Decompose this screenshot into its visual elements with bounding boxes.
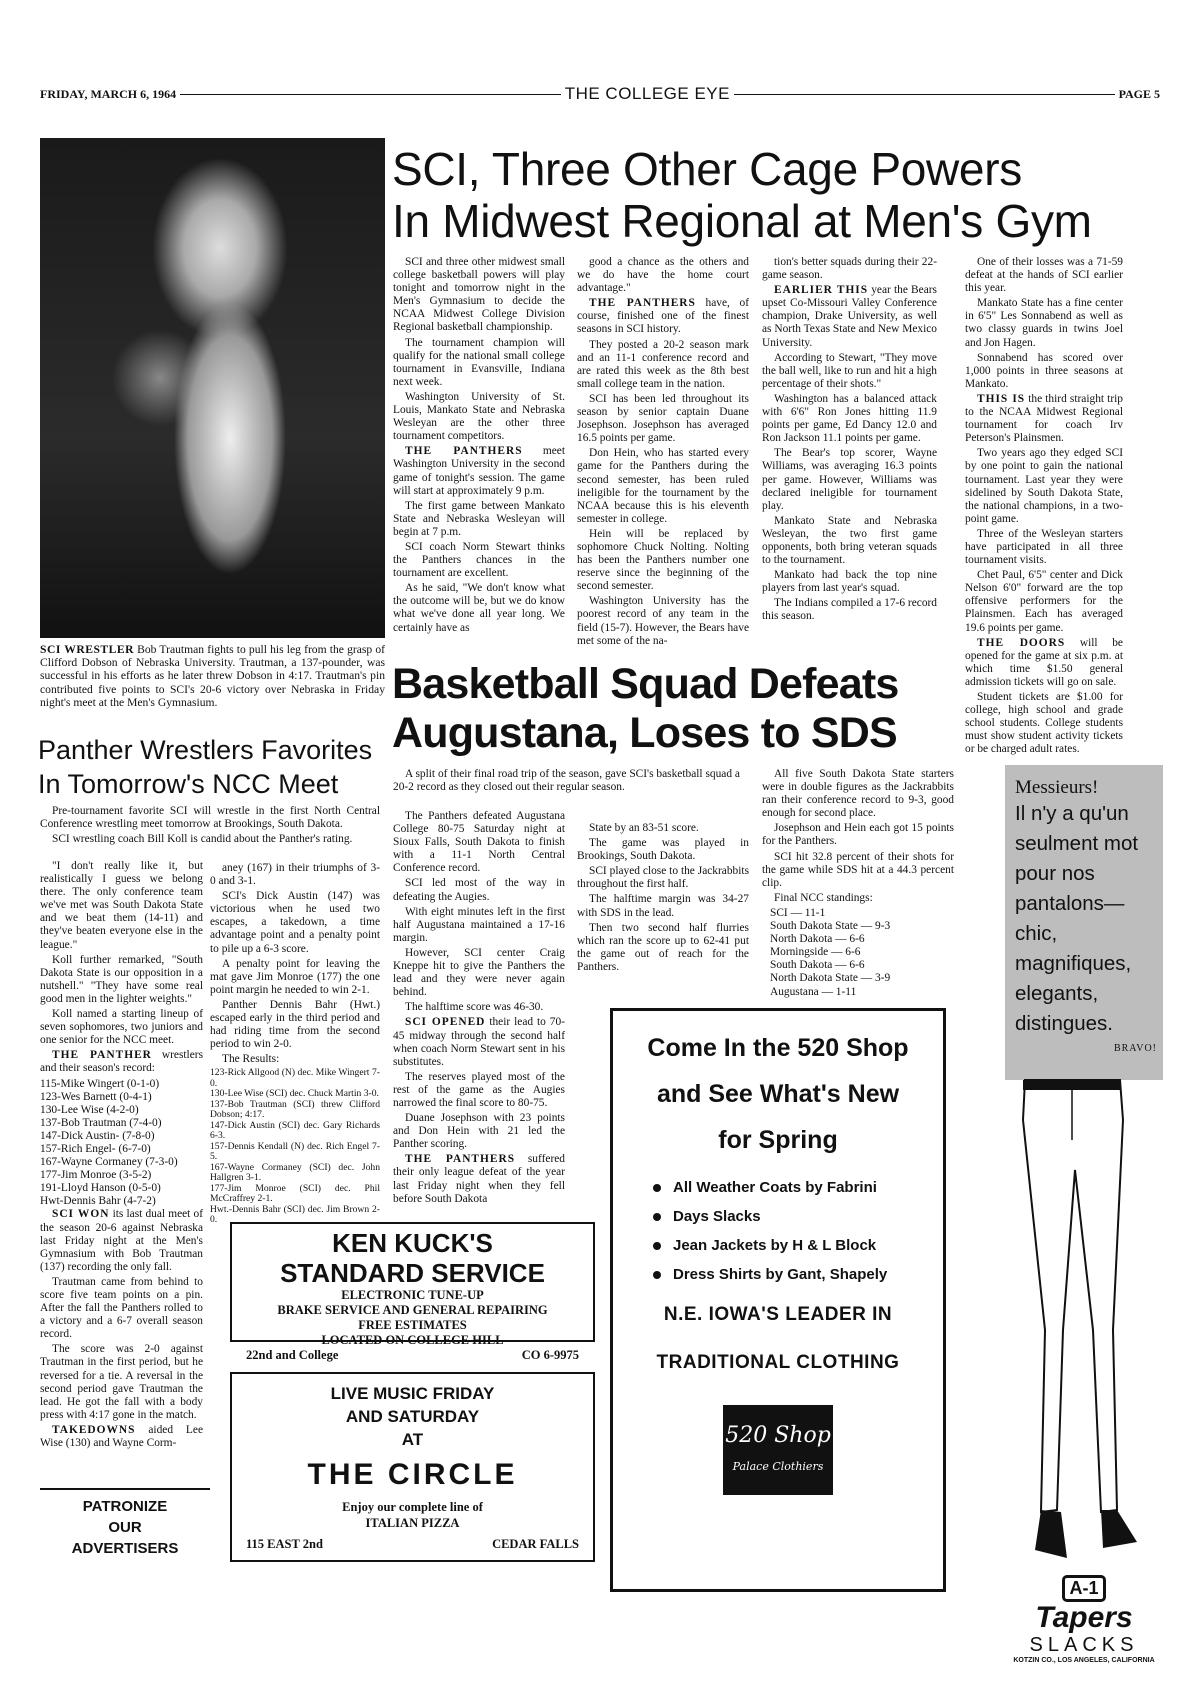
ad-address: 22nd and College <box>246 1348 339 1362</box>
paragraph: Mankato had back the top nine players from last year's squad. <box>762 569 937 595</box>
product-label: All Weather Coats by Fabrini <box>673 1179 877 1196</box>
headline-line: SCI, Three Other Cage Powers <box>392 143 1022 195</box>
product-item <box>653 1173 943 1202</box>
ad-tagline: TRADITIONAL CLOTHING <box>656 1352 900 1373</box>
ad-heading: and See What's New <box>656 1080 900 1108</box>
paragraph: State by an 83-51 score. <box>589 822 699 834</box>
ad-company: KOTZIN CO., LOS ANGELES, CALIFORNIA <box>1013 1657 1155 1664</box>
list-item: 177-Jim Monroe (3-5-2) <box>40 1169 152 1182</box>
paragraph <box>393 1016 565 1068</box>
ad-line: FREE ESTIMATES <box>358 1318 467 1332</box>
ad-text-box <box>1005 765 1163 1080</box>
ad-business-name: THE CIRCLE <box>307 1458 518 1491</box>
basketball-headline <box>392 660 962 758</box>
list-item: Morningside — 6-6 <box>770 946 861 959</box>
wrestling-photo <box>40 138 385 638</box>
paragraph: A penalty point for leaving the mat gave Jim Monroe (177) the one point margin he needed to win 2-1. <box>210 957 380 996</box>
paragraph: Washington University has the poorest record of any team in the field (15-7). However, the Bears have met some of the na- <box>577 595 749 647</box>
bullet-icon <box>653 1184 661 1192</box>
paragraph-lead-in: SCI OPENED <box>405 1016 486 1029</box>
paragraph: Two years ago they edged SCI by one point to gain the national tournament. Last year they were sidelined by South Dakota State, the national champions, in a two-point game. <box>965 447 1123 525</box>
headline-line: In Midwest Regional at Men's Gym <box>392 195 1092 247</box>
headline-line: In Tomorrow's NCC Meet <box>38 769 339 799</box>
product-label: Days Slacks <box>673 1208 761 1225</box>
paragraph-lead-in: THE PANTHER <box>52 1049 152 1062</box>
list-item: 191-Lloyd Hanson (0-5-0) <box>40 1182 161 1195</box>
wrestling-headline <box>38 733 388 801</box>
paragraph: Student tickets are $1.00 for college, high school and grade school students. College students must show student activity tickets or be charged adult rates. <box>965 691 1123 756</box>
list-item: 130-Lee Wise (4-2-0) <box>40 1103 139 1116</box>
paragraph: Mankato State has a fine center in 6'5" Les Sonnabend as well as two classy guards in twins Joel and Jon Hagen. <box>965 297 1123 349</box>
list-item: South Dakota State — 9-3 <box>770 920 891 933</box>
basketball-column-3-text <box>762 768 954 905</box>
list-item: SCI — 11-1 <box>770 906 826 919</box>
paragraph <box>393 445 565 497</box>
paragraph: SCI coach Norm Stewart thinks the Panthers chances in the tournament are excellent. <box>393 540 565 580</box>
ad-line: AT <box>401 1430 424 1449</box>
paragraph: Duane Josephson with 23 points and Don Hein with 21 led the Panther scoring. <box>393 1112 565 1151</box>
ad-title: Messieurs! <box>1015 777 1099 798</box>
paragraph: tion's better squads during their 22-game season. <box>762 256 937 282</box>
paragraph: SCI wrestling coach Bill Koll is candid about the Panther's rating. <box>52 833 353 846</box>
page-number: PAGE 5 <box>1118 86 1161 101</box>
regional-column-4 <box>965 256 1123 756</box>
paragraph: Washington University of St. Louis, Mankato State and Nebraska Wesleyan are the other three tournament competitors. <box>393 390 565 443</box>
list-item: 157-Dennis Kendall (N) dec. Rich Engel 7-5. <box>210 1140 380 1163</box>
paragraph: The Indians compiled a 17-6 record this season. <box>762 597 937 623</box>
paragraph: SCI hit 32.8 percent of their shots for the game while SDS hit at a 44.3 percent clip. <box>762 850 954 889</box>
paragraph: As he said, "We don't know what the outcome will be, but we do know what we've done all year long. We certainly have as <box>393 582 565 634</box>
paragraph <box>762 284 937 349</box>
logo-text: 520 Shop <box>725 1423 831 1448</box>
paragraph: Panther Dennis Bahr (Hwt.) escaped early in the third period and had riding time from the second period to win 2-0. <box>210 998 380 1051</box>
newspaper-name: THE COLLEGE EYE <box>564 84 730 103</box>
a1-logo: A-1 <box>1062 1575 1105 1602</box>
paragraph-lead-in: THE PANTHERS <box>589 297 696 310</box>
product-item <box>653 1231 943 1260</box>
ad-contact <box>232 1537 593 1552</box>
list-item: Hwt-Dennis Bahr (4-7-2) <box>40 1195 156 1208</box>
wrestling-text <box>40 860 203 1076</box>
list-item: 167-Wayne Cormaney (7-3-0) <box>40 1156 178 1169</box>
product-label: Dress Shirts by Gant, Shapely <box>673 1266 888 1283</box>
paragraph: SCI led most of the way in defeating the Augies. <box>393 877 565 903</box>
paragraph: Three of the Wesleyan starters have participated in all three tournament visits. <box>965 527 1123 567</box>
paragraph <box>965 637 1123 689</box>
paragraph: Washington has a balanced attack with 6'6" Ron Jones hitting 11.9 points per game, Ed Dancy 12.0 and Ron Jackson 11.1 points per game. <box>762 392 937 445</box>
headline-line: Augustana, Loses to SDS <box>392 709 897 757</box>
paragraph <box>393 1153 565 1205</box>
paragraph-text: aided Lee Wise (130) and Wayne Corm- <box>40 1423 203 1450</box>
paragraph: The Bear's top scorer, Wayne Williams, was averaging 16.3 points per game. However, Williams was declared ineligible for tournament play. <box>762 447 937 512</box>
list-item: 137-Bob Trautman (7-4-0) <box>40 1116 162 1129</box>
ad-brand: STANDARD SERVICE <box>280 1258 545 1288</box>
bullet-icon <box>653 1242 661 1250</box>
ad-line: AND SATURDAY <box>345 1407 480 1426</box>
paragraph-lead-in: THE PANTHERS <box>405 1153 516 1166</box>
paragraph: Sonnabend has scored over 1,000 points in three seasons at Mankato. <box>965 351 1123 390</box>
paragraph: Then two second half flurries which ran the score up to 62-41 put the game out of reach for the Panthers. <box>577 921 749 973</box>
list-item: 137-Bob Trautman (SCI) threw Clifford Dobson; 4:17. <box>210 1098 380 1121</box>
basketball-lead <box>393 768 740 796</box>
paragraph <box>40 1424 203 1450</box>
paragraph: The Results: <box>222 1053 280 1066</box>
paragraph: Pre-tournament favorite SCI will wrestle in the first North Central Conference wrestling meet tomorrow at Brookings, South Dakota. <box>40 805 380 831</box>
paragraph: The reserves played most of the rest of the game as the Augies narrowed the final score to 80-75. <box>393 1070 565 1109</box>
product-list <box>613 1173 943 1289</box>
ad-body: Il n'y a qu'un seulment mot pour nos pantalons—chic, magnifiques, elegants, distingues. <box>1015 802 1139 1035</box>
logo-subtext: Palace Clothiers <box>732 1460 824 1473</box>
regional-column-2 <box>577 256 749 651</box>
paragraph: SCI and three other midwest small college basketball powers will play tonight and tomorrow night in the Men's Gymnasium to decide the NCAA Midwest College Division Regional basketball championship. <box>393 256 565 334</box>
basketball-column-1 <box>393 810 565 1205</box>
patronize-line: OUR <box>108 1519 142 1536</box>
list-item: 167-Wayne Cormaney (SCI) dec. John Hallgren 3-1. <box>210 1161 380 1184</box>
list-item: 123-Rick Allgood (N) dec. Mike Wingert 7-0. <box>210 1067 380 1089</box>
wrestling-column-b <box>210 862 380 1226</box>
divider <box>180 94 561 95</box>
paragraph: The Panthers defeated Augustana College 80-75 Saturday night at Sioux Falls, South Dakota to finish with a 11-1 North Central Conference record. <box>393 810 565 875</box>
paragraph-lead-in: THIS IS <box>977 392 1026 405</box>
paragraph: The halftime margin was 34-27 with SDS in the lead. <box>577 893 749 919</box>
paragraph: However, SCI center Craig Kneppe hit to give the Panthers the lead and they were never again behind. <box>393 946 565 999</box>
masthead <box>40 84 1160 104</box>
paragraph-text: will be opened for the game at six p.m. at which time $1.50 general admission tickets will go on sale. <box>965 636 1123 688</box>
trousers-illustration <box>1005 1080 1163 1570</box>
paragraph: Hein will be replaced by sophomore Chuck Nolting. Nolting has been the Panthers number one reserve since the beginning of the second semester. <box>577 527 749 593</box>
paragraph: The first game between Mankato State and Nebraska Wesleyan will begin at 7 p.m. <box>393 499 565 538</box>
meet-results <box>210 1068 380 1226</box>
paragraph <box>577 297 749 336</box>
paragraph: A split of their final road trip of the season, gave SCI's basketball squad a 20-2 record as they closed out their regular season. <box>393 768 740 794</box>
paragraph-text: the third straight trip to the NCAA Midwest Regional tournament for coach Irv Peterson's Plainsmen. <box>965 392 1123 445</box>
paragraph: The score was 2-0 against Trautman in the first period, but he reversed for a tie. A reversal in the second period gave Trautman the lead. He got the fall with a body press with 4:17 gone in the match. <box>40 1343 203 1421</box>
paragraph: "I don't really like it, but realistically I guess we belong there. The only conference team we've met was South Dakota State and we beat them (14-11) and they've beaten everyone else in the league." <box>40 860 203 951</box>
photo-caption <box>40 643 385 709</box>
caption-text: Bob Trautman fights to pull his leg from the grasp of Clifford Dobson of Nebraska University. Trautman, a 137-pounder, was successful in his efforts as he later threw Dobson in 4:17. Trautman's pin contributed five points to SCI's 20-6 victory over Nebraska in Friday night's meet at the Men's Gymnasium. <box>40 643 385 709</box>
paragraph-text: their lead to 70-45 midway through the second half when coach Norm Stewart sent in his substitutes. <box>393 1016 565 1068</box>
ad-contact <box>232 1348 593 1363</box>
list-item: 115-Mike Wingert (0-1-0) <box>40 1077 160 1090</box>
caption-lead: SCI WRESTLER <box>40 643 134 656</box>
ad-business-name: KEN KUCK'S <box>332 1228 493 1258</box>
list-item: Hwt.-Dennis Bahr (SCI) dec. Jim Brown 2-0. <box>210 1203 380 1226</box>
a1-brand <box>1005 1575 1163 1664</box>
paragraph: The tournament champion will qualify for the national small college tournament in Evansville, Indiana next week. <box>393 336 565 388</box>
product-item <box>653 1260 943 1289</box>
paragraph-text: wrestlers and their season's record: <box>40 1049 203 1075</box>
ad-line: Enjoy our complete line of <box>342 1500 483 1514</box>
paragraph: Chet Paul, 6'5" center and Dick Nelson 6'0" forward are the top offensive performers for the Plainsmen. Each has averaged 19.6 points per game. <box>965 569 1123 634</box>
ad-heading: Come In the 520 Shop <box>647 1034 909 1062</box>
regional-column-1 <box>393 256 565 651</box>
list-item: 123-Wes Barnett (0-4-1) <box>40 1090 152 1103</box>
list-item: South Dakota — 6-6 <box>770 959 865 972</box>
paragraph: Mankato State and Nebraska Wesleyan, the two first game opponents, both bring veteran squads to the tournament. <box>762 514 937 567</box>
paragraph: aney (167) in their triumphs of 3-0 and 3-1. <box>210 862 380 888</box>
paragraph-text: suffered their only league defeat of the year last Friday night when they fell before South Dakota <box>393 1153 565 1205</box>
paragraph: Don Hein, who has started every game for the Panthers during the second semester, has been ruled ineligible for the tournament by the NCAA because this is his eleventh semester in college. <box>577 447 749 525</box>
paragraph-text: year the Bears upset Co-Missouri Valley Conference champion, Drake University, as well as North Texas State and New Mexico University. <box>762 284 937 349</box>
patronize-line: PATRONIZE <box>82 1498 168 1515</box>
paragraph <box>40 1049 203 1075</box>
regional-headline <box>392 143 1167 247</box>
paragraph: Josephson and Hein each got 15 points for the Panthers. <box>762 822 954 848</box>
ad-line: ITALIAN PIZZA <box>365 1516 460 1530</box>
basketball-column-3 <box>762 768 954 998</box>
paragraph: All five South Dakota State starters were in double figures as the Jackrabbits ran their conference record to 9-3, good enough for second place. <box>762 768 954 820</box>
paragraph-lead-in: EARLIER THIS <box>774 284 869 297</box>
paragraph: The halftime score was 46-30. <box>405 1001 544 1014</box>
paragraph: One of their losses was a 71-59 defeat at the hands of SCI earlier this year. <box>965 256 1123 295</box>
issue-date: FRIDAY, MARCH 6, 1964 <box>40 86 177 101</box>
ken-kucks-ad <box>230 1222 595 1362</box>
paragraph: SCI played close to the Jackrabbits throughout the first half. <box>577 865 749 891</box>
basketball-column-2 <box>577 822 749 992</box>
list-item: North Dakota — 6-6 <box>770 933 865 946</box>
divider <box>734 94 1115 95</box>
ad-line: LIVE MUSIC FRIDAY <box>330 1384 495 1403</box>
list-item: 157-Rich Engel- (6-7-0) <box>40 1142 151 1155</box>
product-label: Jean Jackets by H & L Block <box>673 1237 877 1254</box>
the-circle-ad <box>230 1372 595 1562</box>
ad-phone: CO 6-9975 <box>521 1348 579 1362</box>
paragraph: good a chance as the others and we do have the home court advantage." <box>577 256 749 295</box>
list-item: 147-Dick Austin (SCI) dec. Gary Richards 6-3. <box>210 1119 380 1142</box>
paragraph: The game was played in Brookings, South Dakota. <box>577 837 749 863</box>
paragraph-text: its last dual meet of the season 20-6 against Nebraska last Friday night at the Men's Gymnasium with Bob Trautman (137) recording the only fall. <box>40 1208 203 1273</box>
list-item: North Dakota State — 3-9 <box>770 972 891 985</box>
ad-address: 115 EAST 2nd <box>246 1537 323 1551</box>
bullet-icon <box>653 1213 661 1221</box>
list-item: 177-Jim Monroe (SCI) dec. Phil McCraffrey 2-1. <box>210 1182 380 1205</box>
paragraph: SCI has been led throughout its season by senior captain Duane Josephson. Josephson has averaged 16.5 points per game. <box>577 392 749 445</box>
ad-product-type: SLACKS <box>1029 1634 1139 1656</box>
paragraph-lead-in: TAKEDOWNS <box>52 1423 136 1436</box>
paragraph: Koll further remarked, "South Dakota State is our opposition in a nutshell." "They have some real good men in the lighter weights." <box>40 953 203 1005</box>
a1-tapers-ad <box>1005 765 1163 1665</box>
wrestling-text <box>210 862 380 1066</box>
ad-line: ELECTRONIC TUNE-UP <box>341 1288 484 1302</box>
ad-tagline: N.E. IOWA'S LEADER IN <box>663 1304 893 1325</box>
ad-line: BRAKE SERVICE AND GENERAL REPAIRING <box>277 1303 548 1317</box>
ad-product: Tapers <box>1035 1601 1133 1634</box>
paragraph <box>965 393 1123 445</box>
patronize-advertisers <box>40 1488 210 1559</box>
paragraph: Trautman came from behind to score five team points on a pin. After the fall the Panthers rolled to a victory and a 6-7 overall season record. <box>40 1275 203 1341</box>
headline-line: Basketball Squad Defeats <box>392 660 899 708</box>
ad-city: CEDAR FALLS <box>492 1537 579 1551</box>
bullet-icon <box>653 1271 661 1279</box>
wrestler-roster <box>40 1078 203 1209</box>
headline-line: Panther Wrestlers Favorites <box>38 735 373 765</box>
paragraph-text: have, of course, finished one of the finest seasons in SCI history. <box>577 297 749 336</box>
paragraph: According to Stewart, "They move the ball well, like to run and hit a high percentage of their shots." <box>762 351 937 390</box>
paragraph-lead-in: SCI WON <box>52 1208 110 1221</box>
ad-line: LOCATED ON COLLEGE HILL <box>321 1333 504 1347</box>
patronize-line: ADVERTISERS <box>71 1540 179 1557</box>
ncc-standings <box>762 907 954 999</box>
product-item <box>653 1202 943 1231</box>
paragraph-lead-in: THE DOORS <box>977 636 1066 649</box>
list-item: 147-Dick Austin- (7-8-0) <box>40 1129 155 1142</box>
520-shop-ad <box>610 1008 946 1592</box>
ad-heading: for Spring <box>718 1126 838 1154</box>
520-shop-logo <box>723 1405 833 1495</box>
regional-column-3 <box>762 256 937 651</box>
paragraph: With eight minutes left in the first half Augustana maintained a 17-16 margin. <box>393 905 565 944</box>
paragraph: Final NCC standings: <box>774 891 873 904</box>
list-item: Augustana — 1-11 <box>770 985 857 998</box>
wrestling-text <box>40 1208 203 1450</box>
paragraph: SCI's Dick Austin (147) was victorious when he used two escapes, a takedown, a time advantage point and a penalty point to pile up a 6-3 score. <box>210 890 380 955</box>
paragraph-lead-in: THE PANTHERS <box>405 445 523 458</box>
wrestling-column-a <box>40 860 203 1470</box>
ad-bravo: BRAVO! <box>1113 1043 1157 1054</box>
paragraph: Koll named a starting lineup of seven sophomores, two juniors and one senior for the NCC meet. <box>40 1008 203 1047</box>
list-item: 130-Lee Wise (SCI) dec. Chuck Martin 3-0. <box>210 1088 379 1100</box>
paragraph-text: meet Washington University in the second game of tonight's session. The game will start at approximately 9 p.m. <box>393 445 565 497</box>
paragraph: They posted a 20-2 season mark and an 11-1 conference record and are rated this week as the 8th best small college team in the nation. <box>577 338 749 390</box>
wrestling-intro <box>40 805 380 848</box>
paragraph <box>40 1208 203 1273</box>
